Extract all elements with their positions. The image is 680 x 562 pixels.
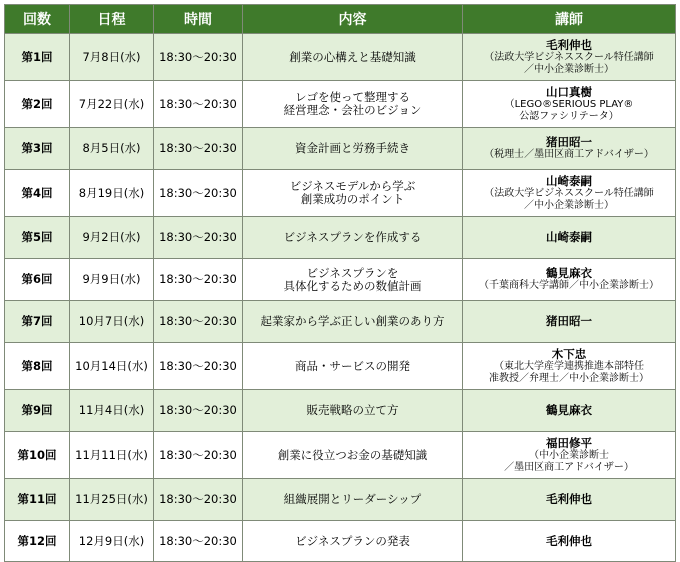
lecturer-affiliation: （法政大学ビジネススクール特任講師 — [484, 188, 654, 199]
date-cell: 12月9日(水) — [70, 521, 154, 562]
topic-cell — [243, 301, 463, 343]
table-row — [5, 521, 676, 562]
table-row — [5, 479, 676, 521]
topic-line: ビジネスモデルから学ぶ — [289, 179, 416, 193]
lecturer-name: 鶴見麻衣 — [546, 403, 592, 417]
topic-line: 販売戦略の立て方 — [306, 403, 399, 417]
lecturer-affiliation: （LEGO®SERIOUS PLAY® — [504, 99, 634, 110]
date-cell: 11月25日(水) — [70, 479, 154, 521]
lecturer-affiliation: （税理士／墨田区商工アドバイザー） — [484, 149, 654, 161]
topic-line: 資金計画と労務手続き — [295, 141, 410, 155]
session-cell: 第5回 — [5, 217, 70, 259]
topic-line: 創業に役立つお金の基礎知識 — [277, 447, 428, 462]
lecturer-cell — [463, 479, 676, 521]
header-session: 回数 — [5, 5, 70, 34]
session-cell: 第9回 — [5, 390, 70, 432]
lecturer-cell — [463, 259, 676, 301]
date-cell: 7月8日(水) — [70, 34, 154, 81]
lecturer-name: 猪田昭一 — [546, 135, 592, 150]
table-row — [5, 390, 676, 432]
date-cell: 9月2日(水) — [70, 217, 154, 259]
topic-line: 商品・サービスの開発 — [295, 358, 410, 373]
seminar-schedule-table — [4, 4, 676, 562]
topic-cell — [243, 81, 463, 128]
topic-line: ビジネスプランを作成する — [283, 230, 422, 244]
table-row — [5, 432, 676, 479]
lecturer-cell — [463, 217, 676, 259]
date-cell: 8月5日(水) — [70, 128, 154, 170]
time-cell: 18:30〜20:30 — [154, 343, 243, 390]
lecturer-cell — [463, 301, 676, 343]
session-cell: 第12回 — [5, 521, 70, 562]
lecturer-affiliation: （法政大学ビジネススクール特任講師 — [484, 52, 654, 63]
table-body — [5, 34, 676, 562]
topic-cell — [243, 521, 463, 562]
session-cell: 第10回 — [5, 432, 70, 479]
lecturer-name: 木下忠 — [551, 347, 587, 361]
time-cell: 18:30〜20:30 — [154, 259, 243, 301]
date-cell: 8月19日(水) — [70, 170, 154, 217]
topic-line: ビジネスプランの発表 — [295, 533, 410, 548]
topic-cell — [243, 34, 463, 81]
table-header — [5, 5, 676, 34]
session-cell: 第4回 — [5, 170, 70, 217]
lecturer-affiliation: （中小企業診断士 — [529, 450, 609, 461]
table-row — [5, 128, 676, 170]
lecturer-cell — [463, 170, 676, 217]
topic-line: 具体化するための数値計画 — [283, 278, 422, 293]
lecturer-cell — [463, 34, 676, 81]
table-row — [5, 343, 676, 390]
topic-cell — [243, 432, 463, 479]
date-cell: 11月11日(水) — [70, 432, 154, 479]
date-cell: 9月9日(水) — [70, 259, 154, 301]
topic-cell — [243, 259, 463, 301]
session-cell: 第8回 — [5, 343, 70, 390]
time-cell: 18:30〜20:30 — [154, 432, 243, 479]
session-cell: 第1回 — [5, 34, 70, 81]
lecturer-name: 毛利伸也 — [546, 492, 592, 506]
lecturer-affiliation: ／墨田区商工アドバイザー） — [504, 461, 634, 473]
table-row — [5, 259, 676, 301]
topic-line: 創業の心構えと基礎知識 — [289, 49, 416, 64]
time-cell: 18:30〜20:30 — [154, 479, 243, 521]
lecturer-name: 山口真樹 — [546, 85, 592, 99]
time-cell: 18:30〜20:30 — [154, 217, 243, 259]
header-content: 内容 — [243, 5, 463, 34]
lecturer-name: 山崎泰嗣 — [546, 174, 592, 188]
time-cell: 18:30〜20:30 — [154, 34, 243, 81]
lecturer-name: 福田修平 — [546, 436, 592, 450]
session-cell: 第3回 — [5, 128, 70, 170]
header-row — [5, 5, 676, 34]
lecturer-name: 猪田昭一 — [546, 314, 592, 328]
date-cell: 11月4日(水) — [70, 390, 154, 432]
lecturer-name: 鶴見麻衣 — [546, 266, 592, 281]
session-cell: 第11回 — [5, 479, 70, 521]
table-row — [5, 34, 676, 81]
session-cell: 第6回 — [5, 259, 70, 301]
header-lecturer: 講師 — [463, 5, 676, 34]
lecturer-cell — [463, 521, 676, 562]
topic-cell — [243, 217, 463, 259]
topic-cell — [243, 343, 463, 390]
topic-line: 組織展開とリーダーシップ — [283, 492, 422, 506]
time-cell: 18:30〜20:30 — [154, 81, 243, 128]
lecturer-cell — [463, 390, 676, 432]
lecturer-affiliation: ／中小企業診断士） — [524, 63, 614, 75]
lecturer-affiliation: 公認ファシリテータ） — [519, 110, 619, 122]
time-cell: 18:30〜20:30 — [154, 390, 243, 432]
topic-cell — [243, 128, 463, 170]
time-cell: 18:30〜20:30 — [154, 128, 243, 170]
date-cell: 10月7日(水) — [70, 301, 154, 343]
lecturer-affiliation: （千葉商科大学講師／中小企業診断士） — [479, 280, 659, 292]
lecturer-name: 山崎泰嗣 — [546, 230, 592, 244]
topic-line: 経営理念・会社のビジョン — [283, 103, 422, 117]
date-cell: 10月14日(水) — [70, 343, 154, 390]
lecturer-cell — [463, 432, 676, 479]
time-cell: 18:30〜20:30 — [154, 170, 243, 217]
topic-line: 創業成功のポイント — [300, 192, 405, 206]
lecturer-affiliation: ／中小企業診断士） — [524, 199, 614, 211]
lecturer-name: 毛利伸也 — [546, 38, 592, 52]
lecturer-affiliation: 准教授／弁理士／中小企業診断士） — [489, 372, 649, 384]
topic-cell — [243, 479, 463, 521]
topic-line: レゴを使って整理する — [295, 90, 410, 104]
header-date: 日程 — [70, 5, 154, 34]
lecturer-cell — [463, 81, 676, 128]
topic-line: ビジネスプランを — [306, 265, 399, 280]
session-cell: 第2回 — [5, 81, 70, 128]
table-row — [5, 301, 676, 343]
lecturer-cell — [463, 343, 676, 390]
time-cell: 18:30〜20:30 — [154, 521, 243, 562]
lecturer-name: 毛利伸也 — [546, 533, 592, 548]
topic-cell — [243, 390, 463, 432]
time-cell: 18:30〜20:30 — [154, 301, 243, 343]
table-row — [5, 217, 676, 259]
lecturer-cell — [463, 128, 676, 170]
date-cell: 7月22日(水) — [70, 81, 154, 128]
session-cell: 第7回 — [5, 301, 70, 343]
lecturer-affiliation: （東北大学産学連携推進本部特任 — [494, 361, 644, 372]
topic-cell — [243, 170, 463, 217]
table-row — [5, 170, 676, 217]
header-time: 時間 — [154, 5, 243, 34]
topic-line: 起業家から学ぶ正しい創業のあり方 — [260, 314, 445, 328]
table-row — [5, 81, 676, 128]
